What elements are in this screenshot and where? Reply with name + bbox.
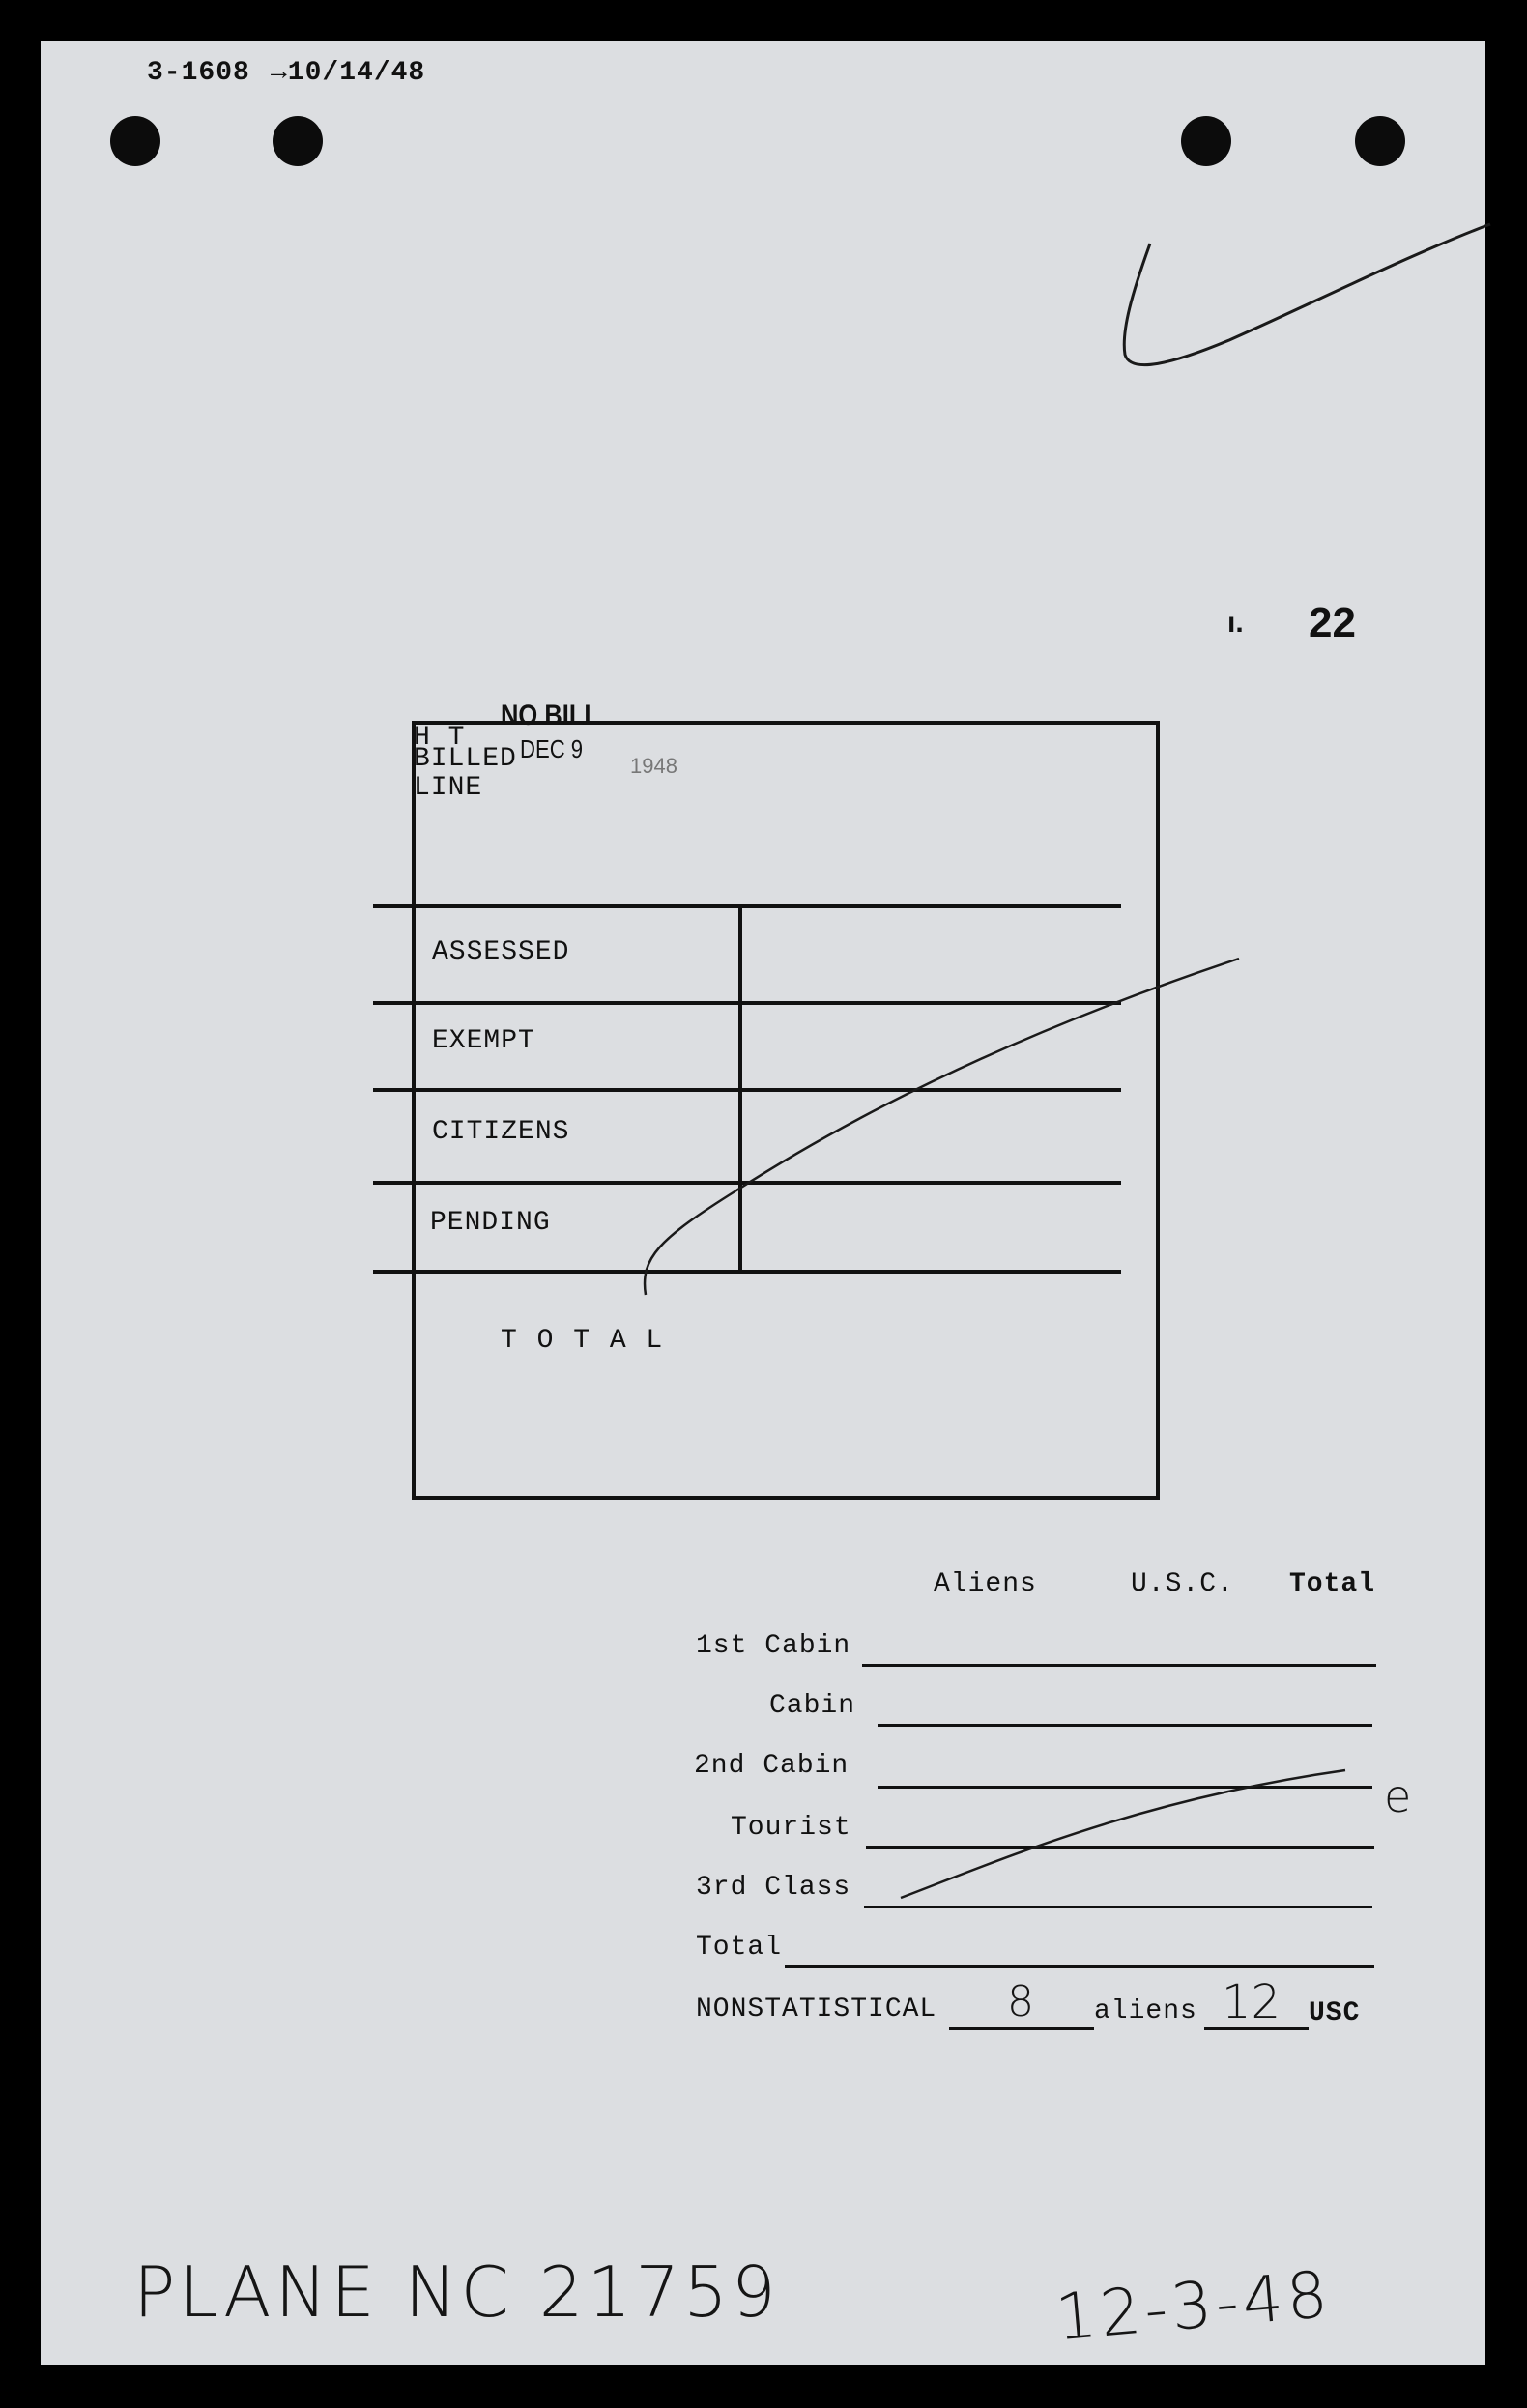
line-total-pass (785, 1965, 1374, 1968)
row-pending: PENDING (430, 1208, 551, 1238)
nonstat-label: NONSTATISTICAL (696, 1994, 937, 2024)
col-usc: U.S.C. (1131, 1569, 1234, 1599)
punch-hole-3 (1181, 116, 1231, 166)
row-2nd-cabin: 2nd Cabin (694, 1751, 850, 1781)
row-tourist: Tourist (731, 1813, 851, 1843)
row-total-pass: Total (696, 1933, 783, 1963)
margin-mark: e (1384, 1770, 1412, 1822)
page-number-tick: ı. (1227, 607, 1244, 639)
stamp-year: 1948 (630, 754, 677, 778)
page-number: 22 (1309, 599, 1356, 646)
row-citizens: CITIZENS (432, 1117, 570, 1147)
usc-label: USC (1309, 1998, 1361, 2028)
box-cancel-stroke (620, 910, 1258, 1316)
row-total: T O T A L (501, 1326, 665, 1356)
punch-hole-2 (273, 116, 323, 166)
col-aliens: Aliens (934, 1569, 1037, 1599)
punch-hole-1 (110, 116, 160, 166)
punch-hole-4 (1355, 116, 1405, 166)
box-header-ht: H T (414, 723, 466, 753)
line-nonstat-aliens (949, 2027, 1094, 2030)
handwritten-date: 12-3-48 (1052, 2256, 1335, 2356)
row-3rd-class: 3rd Class (696, 1873, 851, 1903)
box-header-line: LINE (414, 773, 483, 803)
stamp-no-bill: NO BILL (501, 700, 599, 731)
stamp-date: DEC 9 (520, 734, 584, 763)
table-cancel-stroke (891, 1751, 1394, 1944)
row-1st-cabin: 1st Cabin (696, 1631, 851, 1661)
line-1st-cabin (862, 1664, 1376, 1667)
box-header-billed: BILLED (414, 744, 517, 774)
aliens-label: aliens (1094, 1996, 1197, 2026)
form-number: 3-1608 (147, 58, 250, 88)
row-exempt: EXEMPT (432, 1026, 535, 1056)
col-total: Total (1289, 1569, 1376, 1599)
row-cabin: Cabin (769, 1691, 856, 1721)
document-sheet (41, 41, 1485, 2365)
row-assessed: ASSESSED (432, 937, 570, 967)
line-cabin (878, 1724, 1372, 1727)
nonstat-aliens-value: 8 (1007, 1977, 1034, 2026)
nonstat-usc-value: 12 (1222, 1975, 1282, 2029)
check-mark (1104, 186, 1510, 427)
handwritten-plane: PLANE NC 21759 (133, 2251, 780, 2333)
box-divider-header (373, 904, 1121, 908)
form-date: →10/14/48 (271, 58, 426, 88)
